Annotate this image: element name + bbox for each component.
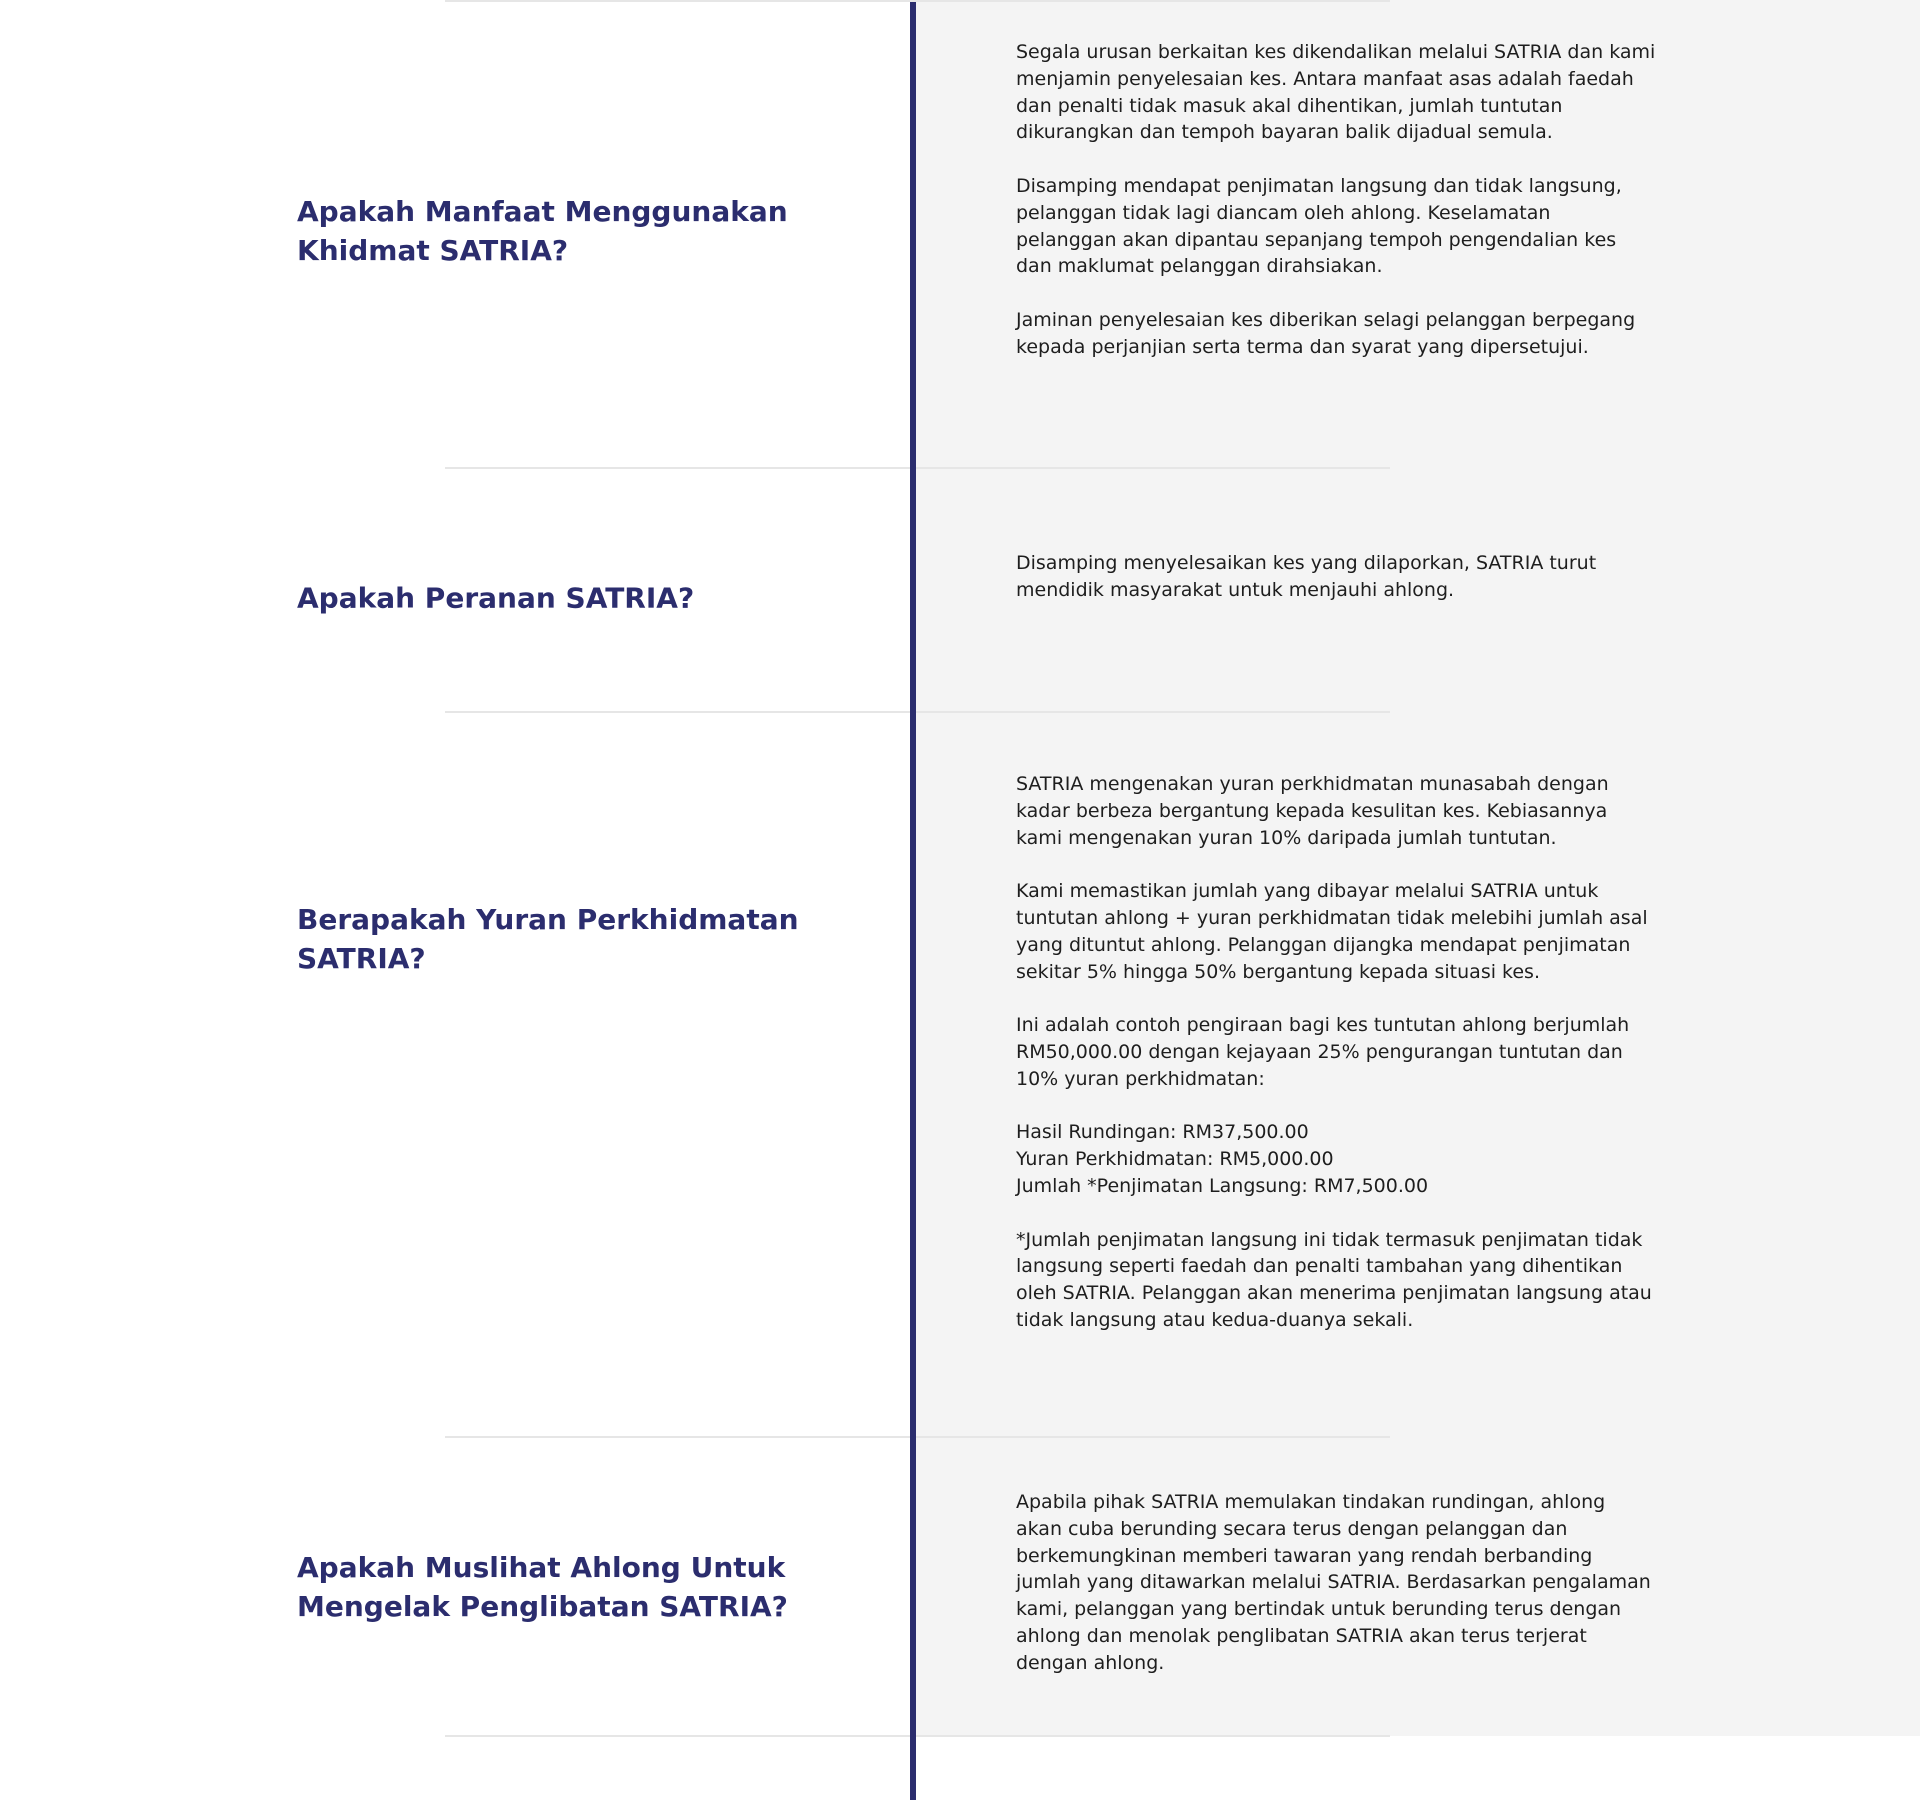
timeline-line	[910, 2, 916, 1800]
faq-answer	[1016, 550, 1656, 604]
faq-row-yuran	[0, 712, 1920, 1437]
row-divider	[445, 1735, 1390, 1737]
faq-question: Apakah Peranan SATRIA?	[297, 581, 695, 615]
row-divider	[445, 711, 1390, 713]
faq-answer	[1016, 1489, 1656, 1677]
faq-question: Apakah Manfaat Menggunakan Khidmat SATRIA?	[297, 195, 788, 267]
faq-question-cell	[0, 712, 911, 1437]
answer-paragraph: Ini adalah contoh pengiraan bagi kes tuntutan ahlong berjumlah RM50,000.00 dengan kejayaan 25% pengurangan tuntutan dan 10% yuran perkhidmatan:	[1016, 1014, 1630, 1090]
answer-paragraph: SATRIA mengenakan yuran perkhidmatan munasabah dengan kadar berbeza bergantung kepada kesulitan kes. Kebiasannya kami mengenakan yuran 10% daripada jumlah tuntutan.	[1016, 773, 1609, 849]
answer-paragraph: *Jumlah penjimatan langsung ini tidak termasuk penjimatan tidak langsung seperti faedah dan penalti tambahan yang dihentikan oleh SATRIA. Pelanggan akan menerima penjimatan langsung atau tidak langsung atau kedua-duanya sekali.	[1016, 1228, 1652, 1331]
answer-paragraph: Segala urusan berkaitan kes dikendalikan melalui SATRIA dan kami menjamin penyelesaian kes. Antara manfaat asas adalah faedah dan penalti tidak masuk akal dihentikan, jumlah tuntutan dikurangkan dan tempoh bayaran balik dijadual semula.	[1016, 41, 1656, 144]
faq-question: Apakah Muslihat Ahlong Untuk Mengelak Penglibatan SATRIA?	[297, 1551, 788, 1623]
faq-row-muslihat	[0, 1437, 1920, 1736]
faq-question: Berapakah Yuran Perkhidmatan SATRIA?	[297, 903, 799, 975]
row-divider	[445, 1436, 1390, 1438]
row-divider	[445, 0, 1390, 2]
answer-paragraph: Disamping mendapat penjimatan langsung dan tidak langsung, pelanggan tidak lagi diancam oleh ahlong. Keselamatan pelanggan akan dipantau sepanjang tempoh pengendalian kes dan maklumat pelanggan dirahsiakan.	[1016, 174, 1622, 278]
faq-row-manfaat	[0, 0, 1920, 468]
faq-answer	[1016, 771, 1656, 1334]
faq-answer	[1016, 39, 1656, 361]
answer-paragraph: Kami memastikan jumlah yang dibayar melalui SATRIA untuk tuntutan ahlong + yuran perkhidmatan tidak melebihi jumlah asal yang dituntut ahlong. Pelanggan dijangka mendapat penjimatan sekitar 5% hingga 50% bergantung kepada situasi kes.	[1016, 880, 1648, 983]
answer-paragraph: Jaminan penyelesaian kes diberikan selagi pelanggan berpegang kepada perjanjian serta terma dan syarat yang dipersetujui.	[1016, 308, 1636, 358]
answer-paragraph: Disamping menyelesaikan kes yang dilaporkan, SATRIA turut mendidik masyarakat untuk menjauhi ahlong.	[1016, 552, 1597, 601]
answer-paragraph: Apabila pihak SATRIA memulakan tindakan rundingan, ahlong akan cuba berunding secara terus dengan pelanggan dan berkemungkinan memberi tawaran yang rendah berbanding jumlah yang ditawarkan melalui SATRIA. Berdasarkan pengalaman kami, pelanggan yang bertindak untuk berunding terus dengan ahlong dan menolak penglibatan SATRIA akan terus terjerat dengan ahlong.	[1016, 1491, 1651, 1674]
faq-row-peranan	[0, 468, 1920, 712]
answer-calculation: Hasil Rundingan: RM37,500.00 Yuran Perkhidmatan: RM5,000.00 Jumlah *Penjimatan Langsung: RM7,500.00	[1016, 1121, 1429, 1197]
row-divider	[445, 467, 1390, 469]
